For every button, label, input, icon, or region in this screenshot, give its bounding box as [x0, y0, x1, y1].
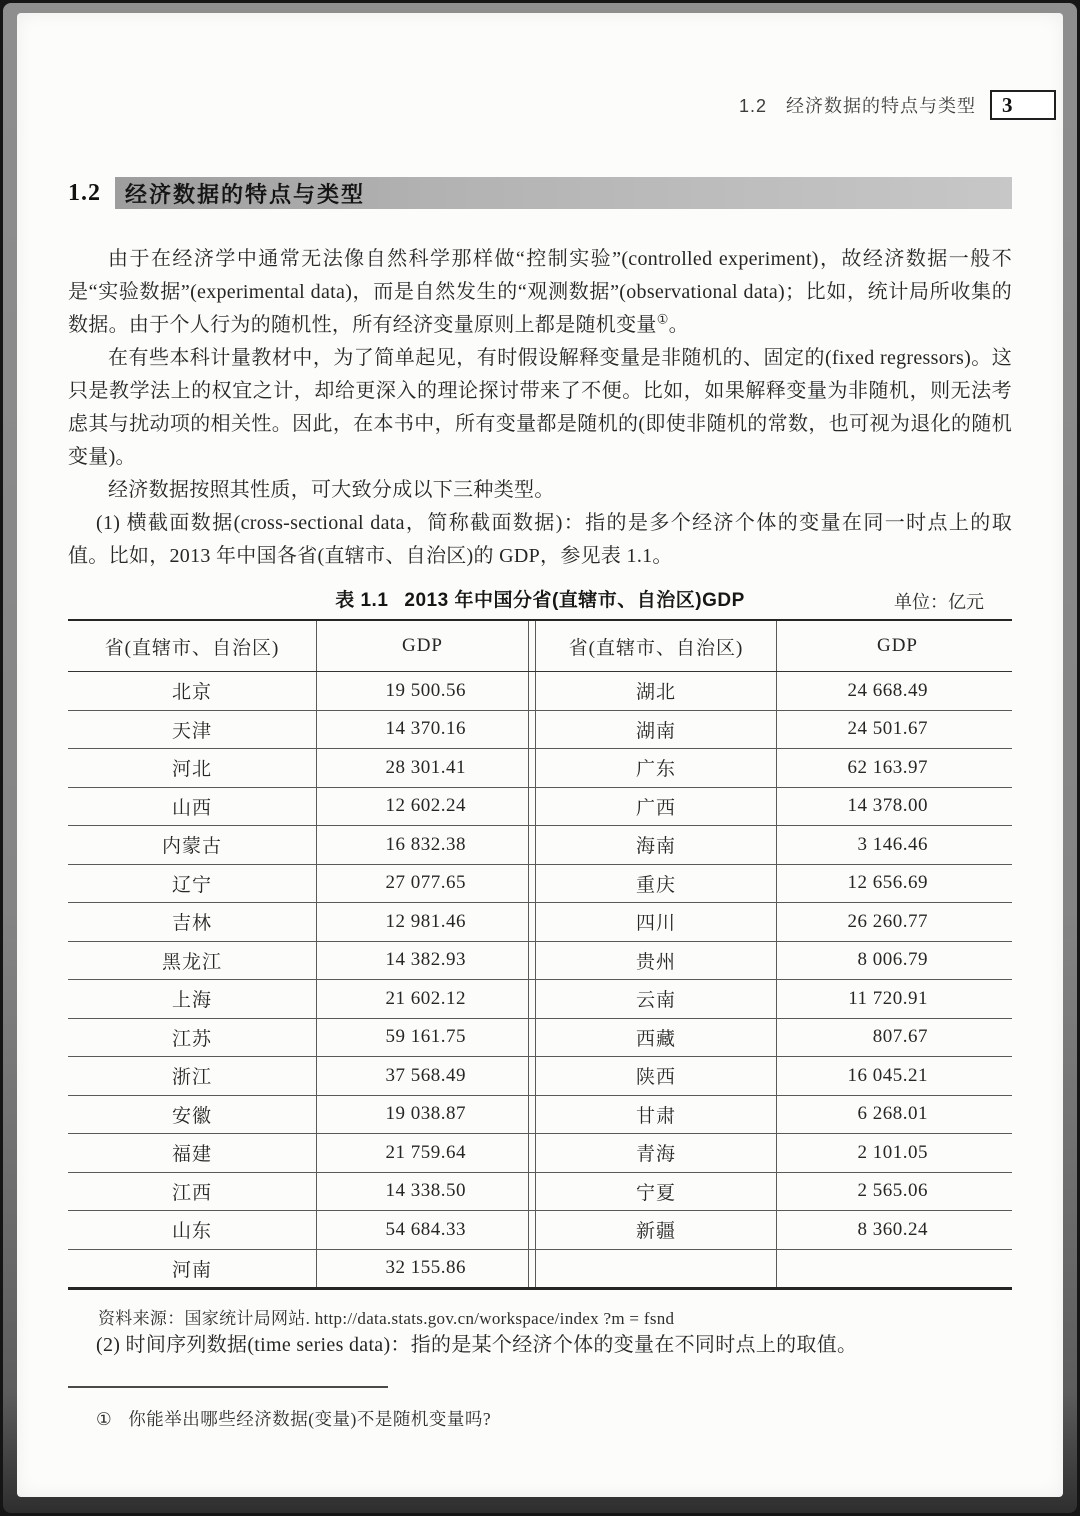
province-cell-right: 四川 [635, 913, 676, 935]
table-row [68, 826, 1012, 865]
gdp-cell-right: 2 565.06 [776, 1173, 1018, 1211]
table-center-divider [528, 788, 536, 826]
book-page [17, 13, 1063, 1497]
gdp-cell-left: 59 161.75 [316, 1019, 528, 1057]
table-center-divider [528, 1019, 536, 1057]
footnote-mark: ① [96, 1409, 113, 1429]
section-title: 经济数据的特点与类型 [125, 181, 366, 207]
gdp-table-body [68, 672, 1012, 1287]
gdp-cell-left: 12 602.24 [316, 788, 528, 826]
table-center-divider [528, 826, 536, 864]
gdp-cell-right: 14 378.00 [776, 788, 1018, 826]
table-center-divider [528, 1250, 536, 1288]
gdp-cell-left: 14 382.93 [316, 942, 528, 980]
province-cell-right: 广西 [635, 797, 676, 819]
gdp-cell-right: 6 268.01 [776, 1096, 1018, 1134]
table-row [68, 903, 1012, 942]
gdp-cell-right [776, 1250, 1018, 1288]
table-row [68, 1057, 1012, 1096]
province-cell-left: 吉林 [171, 913, 212, 935]
table-center-divider [528, 711, 536, 749]
gdp-cell-left: 12 981.46 [316, 903, 528, 941]
province-cell-left: 福建 [171, 1144, 212, 1166]
paragraph-1-tail: 。 [668, 314, 689, 336]
header-province-left: 省(直辖市、自治区) [104, 637, 280, 659]
province-cell-right: 宁夏 [635, 1182, 676, 1204]
section-title-bar [115, 177, 1012, 209]
province-cell-left: 辽宁 [171, 874, 212, 896]
province-cell-left: 河北 [171, 759, 212, 781]
gdp-cell-left: 14 370.16 [316, 711, 528, 749]
table-center-divider [528, 942, 536, 980]
scan-matte [3, 3, 1077, 1513]
table-row [68, 1173, 1012, 1212]
table-center-divider [528, 865, 536, 903]
province-cell-right: 湖南 [635, 720, 676, 742]
footnote-reference-mark: ① [656, 311, 669, 327]
province-cell-right: 新疆 [635, 1221, 676, 1243]
gdp-cell-right: 2 101.05 [776, 1134, 1018, 1172]
province-cell-left: 浙江 [171, 1067, 212, 1089]
table-row [68, 942, 1012, 981]
province-cell-right: 青海 [635, 1144, 676, 1166]
table-center-divider [528, 1173, 536, 1211]
province-cell-left: 安徽 [171, 1105, 212, 1127]
province-cell-right: 甘肃 [635, 1105, 676, 1127]
province-cell-left: 山西 [171, 797, 212, 819]
table-center-divider [528, 749, 536, 787]
province-cell-right: 西藏 [635, 1028, 676, 1050]
section-heading [68, 177, 1012, 209]
body-text-block [68, 243, 1012, 573]
province-cell-left: 黑龙江 [161, 951, 222, 973]
table-row [68, 1096, 1012, 1135]
paragraph-4: (1) 横截面数据(cross-sectional data，简称截面数据)：指的是多个经济个体的变量在同一时点上的取值。比如，2013 年中国各省(直辖市、自治区)的 GDP，参见表 1.1。 [68, 512, 1012, 567]
table-header-row [68, 621, 1012, 672]
gdp-cell-right: 3 146.46 [776, 826, 1018, 864]
table-center-divider [528, 1134, 536, 1172]
paragraph-3: 经济数据按照其性质，可大致分成以下三种类型。 [108, 479, 555, 501]
running-head [68, 89, 1012, 121]
gdp-cell-left: 19 500.56 [316, 672, 528, 710]
table-center-divider [528, 1096, 536, 1134]
header-gdp-left: GDP [316, 621, 528, 671]
table-caption [335, 590, 745, 611]
province-cell-left: 内蒙古 [161, 836, 222, 858]
table-center-divider [528, 1211, 536, 1249]
table-center-divider [528, 672, 536, 710]
paragraph-1 [68, 243, 1012, 342]
gdp-cell-right: 16 045.21 [776, 1057, 1018, 1095]
province-cell-right [536, 1250, 776, 1288]
paragraph-1-text: 由于在经济学中通常无法像自然科学那样做“控制实验”(controlled experiment)，故经济数据一般不是“实验数据”(experimental data)，而是自然发生的“观测数据”(observational data)；比如，统计局所收集的数据。由于个人行为的随机性，所有经济变量原则上都是随机变量 [68, 248, 1012, 336]
gdp-cell-left: 54 684.33 [316, 1211, 528, 1249]
table-row [68, 672, 1012, 711]
gdp-cell-right: 26 260.77 [776, 903, 1018, 941]
table-unit-label: 单位：亿元 [894, 592, 984, 612]
province-cell-left: 北京 [171, 682, 212, 704]
province-cell-right: 广东 [635, 759, 676, 781]
province-cell-right: 云南 [635, 990, 676, 1012]
table-caption-label: 表 1.1 [335, 590, 389, 611]
page-number-box [990, 90, 1056, 120]
header-gdp-right: GDP [776, 621, 1018, 671]
gdp-cell-left: 37 568.49 [316, 1057, 528, 1095]
table-row [68, 1019, 1012, 1058]
province-cell-right: 贵州 [635, 951, 676, 973]
gdp-table [68, 619, 1012, 1290]
province-cell-left: 河南 [171, 1259, 212, 1281]
table-row [68, 980, 1012, 1019]
paragraph-2: 在有些本科计量教材中，为了简单起见，有时假设解释变量是非随机的、固定的(fixed regressors)。这只是教学法上的权宜之计，却给更深入的理论探讨带来了不便。比如，如果解释变量为非随机，则无法考虑其与扰动项的相关性。因此，在本书中，所有变量都是随机的(即使非随机的常数，也可视为退化的随机变量)。 [68, 347, 1012, 468]
province-cell-left: 江西 [171, 1182, 212, 1204]
province-cell-left: 天津 [171, 720, 212, 742]
gdp-cell-right: 24 668.49 [776, 672, 1018, 710]
paragraph-5: (2) 时间序列数据(time series data)：指的是某个经济个体的变量在不同时点上的取值。 [96, 1334, 858, 1356]
gdp-cell-left: 32 155.86 [316, 1250, 528, 1288]
footnote-text: 你能举出哪些经济数据(变量)不是随机变量吗? [128, 1409, 492, 1429]
table-caption-row [68, 585, 1012, 613]
gdp-cell-right: 11 720.91 [776, 980, 1018, 1018]
table-row [68, 749, 1012, 788]
table-center-divider [528, 1057, 536, 1095]
gdp-cell-left: 28 301.41 [316, 749, 528, 787]
province-cell-right: 海南 [635, 836, 676, 858]
section-number: 1.2 [68, 179, 101, 206]
province-cell-left: 上海 [171, 990, 212, 1012]
gdp-cell-right: 8 360.24 [776, 1211, 1018, 1249]
table-center-divider [528, 903, 536, 941]
table-row [68, 711, 1012, 750]
table-row [68, 788, 1012, 827]
gdp-cell-left: 19 038.87 [316, 1096, 528, 1134]
table-row [68, 1250, 1012, 1288]
gdp-cell-left: 21 602.12 [316, 980, 528, 1018]
table-center-divider [528, 621, 536, 671]
gdp-cell-left: 27 077.65 [316, 865, 528, 903]
table-row [68, 1134, 1012, 1173]
footnote-divider [68, 1386, 388, 1388]
gdp-cell-right: 12 656.69 [776, 865, 1018, 903]
gdp-cell-left: 21 759.64 [316, 1134, 528, 1172]
gdp-cell-right: 62 163.97 [776, 749, 1018, 787]
table-center-divider [528, 980, 536, 1018]
province-cell-left: 山东 [171, 1221, 212, 1243]
running-title: 1.2 经济数据的特点与类型 [738, 96, 976, 116]
gdp-cell-left: 14 338.50 [316, 1173, 528, 1211]
table-source-note: 资料来源：国家统计局网站. http://data.stats.gov.cn/workspace/index ?m = fsnd [98, 1309, 675, 1328]
province-cell-right: 重庆 [635, 874, 676, 896]
table-caption-title: 2013 年中国分省(直辖市、自治区)GDP [404, 590, 745, 611]
gdp-cell-left: 16 832.38 [316, 826, 528, 864]
province-cell-right: 陕西 [635, 1067, 676, 1089]
province-cell-left: 江苏 [171, 1028, 212, 1050]
header-province-right: 省(直辖市、自治区) [568, 637, 744, 659]
province-cell-right: 湖北 [635, 682, 676, 704]
page-number: 3 [1002, 92, 1013, 117]
footnote [96, 1406, 1012, 1431]
table-row [68, 1211, 1012, 1250]
gdp-cell-right: 24 501.67 [776, 711, 1018, 749]
gdp-cell-right: 807.67 [776, 1019, 1018, 1057]
gdp-cell-right: 8 006.79 [776, 942, 1018, 980]
table-row [68, 865, 1012, 904]
